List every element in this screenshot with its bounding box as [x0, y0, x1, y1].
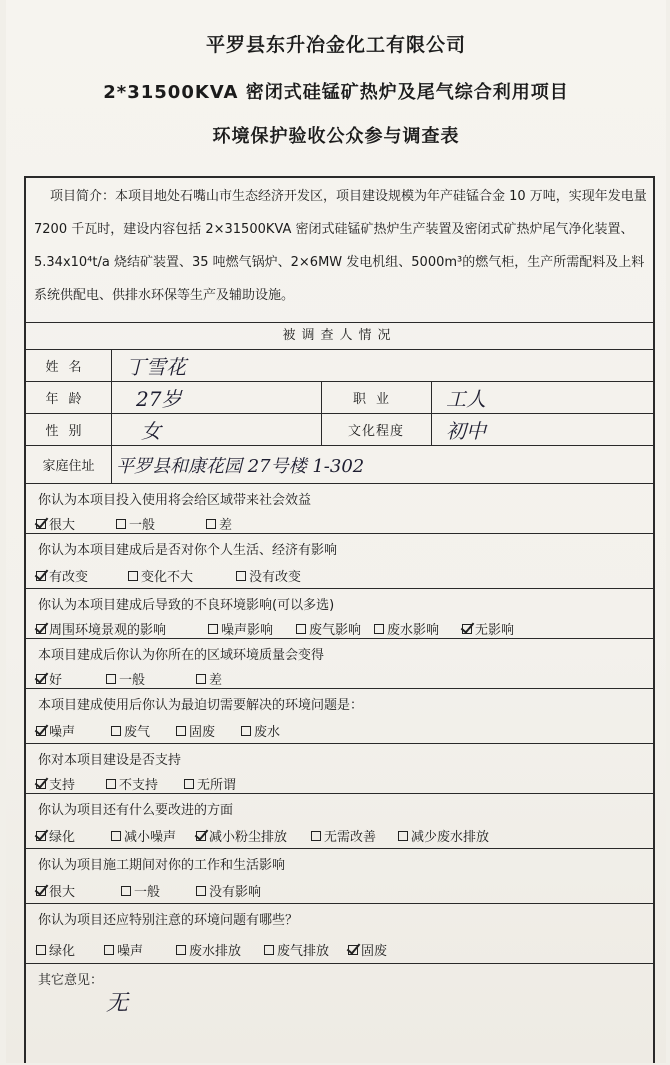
- intro-text: 项目简介：本项目地处石嘴山市生态经济开发区，项目建设规模为年产硅锰合金 10 万吨，实现年发电量 7200 千瓦时，建设内容包括 2×31500KVA 密闭式硅锰矿热炉生产装置及密闭式矿热炉尾气净化装置、5.34x10⁴t/a 烧结矿装置、35 吨燃气锅炉、2×6MW 发电机组、5000m³的燃气柜，生产所需配料及上料系统供配电、供排水环保等生产及辅助设施。: [34, 189, 647, 303]
- question-3: [26, 589, 653, 639]
- option-checkbox[interactable]: [196, 881, 261, 900]
- question-text: 你认为本项目建成后导致的不良环境影响(可以多选): [38, 598, 335, 613]
- question-4: [26, 639, 653, 689]
- other-value[interactable]: 无: [106, 991, 129, 1016]
- question-text: 你认为本项目建成后是否对你个人生活、经济有影响: [38, 543, 338, 558]
- option-checkbox[interactable]: [36, 669, 62, 688]
- option-label: 支持: [49, 778, 76, 793]
- checkbox-icon[interactable]: [196, 674, 206, 684]
- option-checkbox[interactable]: [121, 881, 160, 900]
- checkbox-checked-icon[interactable]: [36, 831, 46, 841]
- option-label: 废水: [254, 725, 281, 740]
- question-text: 本项目建成使用后你认为最迫切需要解决的环境问题是：: [38, 698, 364, 713]
- question-text: 你认为项目还应特别注意的环境问题有哪些？: [38, 913, 299, 928]
- option-label: 废气: [124, 725, 151, 740]
- option-checkbox[interactable]: [36, 514, 75, 533]
- checkbox-icon[interactable]: [241, 726, 251, 736]
- option-label: 废气影响: [309, 623, 362, 638]
- option-label: 有改变: [49, 570, 89, 585]
- checkbox-checked-icon[interactable]: [36, 674, 46, 684]
- other-label: 其它意见：: [38, 973, 104, 988]
- option-checkbox[interactable]: [111, 721, 150, 740]
- option-checkbox[interactable]: [241, 721, 280, 740]
- question-5: [26, 689, 653, 744]
- option-checkbox[interactable]: [264, 940, 329, 959]
- option-checkbox[interactable]: [36, 721, 75, 740]
- option-checkbox[interactable]: [348, 940, 387, 959]
- option-label: 减少废水排放: [411, 830, 490, 845]
- option-checkbox[interactable]: [104, 940, 143, 959]
- option-label: 一般: [134, 885, 161, 900]
- option-label: 好: [49, 673, 63, 688]
- option-checkbox[interactable]: [36, 881, 75, 900]
- question-8: [26, 849, 653, 904]
- option-checkbox[interactable]: [36, 619, 166, 638]
- option-checkbox[interactable]: [196, 826, 287, 845]
- checkbox-icon[interactable]: [128, 571, 138, 581]
- survey-paper: [6, 0, 666, 1063]
- option-checkbox[interactable]: [128, 566, 193, 585]
- checkbox-checked-icon[interactable]: [196, 831, 206, 841]
- option-checkbox[interactable]: [36, 774, 75, 793]
- checkbox-icon[interactable]: [36, 945, 46, 955]
- checkbox-checked-icon[interactable]: [36, 779, 46, 789]
- option-checkbox[interactable]: [184, 774, 236, 793]
- option-label: 无所谓: [197, 778, 237, 793]
- checkbox-icon[interactable]: [111, 831, 121, 841]
- age-label: 年龄: [45, 392, 92, 407]
- option-checkbox[interactable]: [36, 940, 75, 959]
- checkbox-icon[interactable]: [176, 726, 186, 736]
- option-label: 没有改变: [249, 570, 302, 585]
- option-label: 噪声: [117, 944, 144, 959]
- question-text: 你认为项目施工期间对你的工作和生活影响: [38, 858, 286, 873]
- education-value[interactable]: 初中: [446, 419, 486, 443]
- option-label: 废气排放: [277, 944, 330, 959]
- checkbox-checked-icon[interactable]: [36, 886, 46, 896]
- option-checkbox[interactable]: [176, 721, 215, 740]
- checkbox-icon[interactable]: [206, 519, 216, 529]
- checkbox-checked-icon[interactable]: [348, 945, 358, 955]
- question-text: 你认为本项目投入使用将会给区域带来社会效益: [38, 493, 312, 508]
- option-checkbox[interactable]: [296, 619, 361, 638]
- option-checkbox[interactable]: [106, 669, 145, 688]
- checkbox-icon[interactable]: [374, 624, 384, 634]
- checkbox-icon[interactable]: [208, 624, 218, 634]
- question-text: 你认为项目还有什么要改进的方面: [38, 803, 234, 818]
- gender-value[interactable]: 女: [141, 419, 161, 443]
- question-text: 本项目建成后你认为你所在的区域环境质量会变得: [38, 648, 325, 663]
- option-label: 无需改善: [324, 830, 377, 845]
- checkbox-icon[interactable]: [196, 886, 206, 896]
- gender-row: [26, 414, 653, 446]
- option-label: 噪声: [49, 725, 76, 740]
- checkbox-icon[interactable]: [311, 831, 321, 841]
- option-label: 一般: [119, 673, 146, 688]
- option-label: 噪声影响: [221, 623, 274, 638]
- education-label: 文化程度: [347, 424, 404, 439]
- option-checkbox[interactable]: [36, 826, 75, 845]
- option-checkbox[interactable]: [176, 940, 241, 959]
- occupation-value[interactable]: 工人: [446, 387, 486, 411]
- option-label: 周围环境景观的影响: [49, 623, 167, 638]
- question-9: [26, 904, 653, 964]
- checkbox-icon[interactable]: [176, 945, 186, 955]
- name-value[interactable]: 丁雪花: [126, 355, 186, 379]
- checkbox-icon[interactable]: [184, 779, 194, 789]
- option-label: 很大: [49, 885, 76, 900]
- option-checkbox[interactable]: [374, 619, 439, 638]
- checkbox-icon[interactable]: [264, 945, 274, 955]
- form-title: 环境保护验收公众参与调查表: [212, 126, 460, 147]
- option-label: 绿化: [49, 944, 76, 959]
- checkbox-checked-icon[interactable]: [36, 726, 46, 736]
- checkbox-checked-icon[interactable]: [36, 571, 46, 581]
- checkbox-icon[interactable]: [398, 831, 408, 841]
- option-checkbox[interactable]: [116, 514, 155, 533]
- name-row: [26, 350, 653, 382]
- option-label: 无影响: [475, 623, 515, 638]
- option-label: 减小噪声: [124, 830, 177, 845]
- age-value[interactable]: 27岁: [136, 387, 182, 411]
- company-title: 平罗县东升冶金化工有限公司: [205, 34, 466, 56]
- checkbox-icon[interactable]: [116, 519, 126, 529]
- option-label: 一般: [129, 518, 156, 533]
- option-label: 很大: [49, 518, 76, 533]
- project-title: 2*31500KVA 密闭式硅锰矿热炉及尾气综合利用项目: [103, 82, 569, 103]
- respondent-section-title: 被调查人情况: [26, 323, 653, 350]
- option-checkbox[interactable]: [206, 514, 232, 533]
- project-intro: [26, 178, 653, 323]
- option-checkbox[interactable]: [36, 566, 88, 585]
- option-checkbox[interactable]: [236, 566, 301, 585]
- option-label: 不支持: [119, 778, 159, 793]
- checkbox-icon[interactable]: [121, 886, 131, 896]
- question-7: [26, 794, 653, 849]
- gender-label: 性别: [45, 424, 92, 439]
- checkbox-icon[interactable]: [296, 624, 306, 634]
- option-label: 没有影响: [209, 885, 262, 900]
- checkbox-icon[interactable]: [106, 674, 116, 684]
- checkbox-icon[interactable]: [106, 779, 116, 789]
- address-row: [26, 446, 653, 484]
- question-1: [26, 484, 653, 534]
- checkbox-checked-icon[interactable]: [36, 519, 46, 529]
- option-checkbox[interactable]: [111, 826, 176, 845]
- age-row: [26, 382, 653, 414]
- option-checkbox[interactable]: [398, 826, 489, 845]
- question-6: [26, 744, 653, 794]
- option-checkbox[interactable]: [311, 826, 376, 845]
- option-label: 绿化: [49, 830, 76, 845]
- option-label: 减小粉尘排放: [209, 830, 288, 845]
- option-checkbox[interactable]: [208, 619, 273, 638]
- occupation-label: 职业: [352, 392, 399, 407]
- other-opinions: [26, 964, 653, 1065]
- option-label: 固废: [189, 725, 216, 740]
- option-label: 废水影响: [387, 623, 440, 638]
- name-label: 姓名: [45, 360, 92, 375]
- question-2: [26, 534, 653, 589]
- option-checkbox[interactable]: [196, 669, 222, 688]
- checkbox-checked-icon[interactable]: [462, 624, 472, 634]
- address-value[interactable]: 平罗县和康花园 27号楼 1-302: [116, 455, 365, 477]
- option-label: 废水排放: [189, 944, 242, 959]
- checkbox-icon[interactable]: [104, 945, 114, 955]
- option-label: 差: [209, 673, 223, 688]
- checkbox-checked-icon[interactable]: [36, 624, 46, 634]
- address-label: 家庭住址: [42, 459, 95, 474]
- option-checkbox[interactable]: [106, 774, 158, 793]
- option-label: 固废: [361, 944, 388, 959]
- question-text: 你对本项目建设是否支持: [38, 753, 182, 768]
- option-label: 差: [219, 518, 233, 533]
- option-label: 变化不大: [141, 570, 194, 585]
- survey-form: [24, 176, 655, 1063]
- checkbox-icon[interactable]: [236, 571, 246, 581]
- checkbox-icon[interactable]: [111, 726, 121, 736]
- option-checkbox[interactable]: [462, 619, 514, 638]
